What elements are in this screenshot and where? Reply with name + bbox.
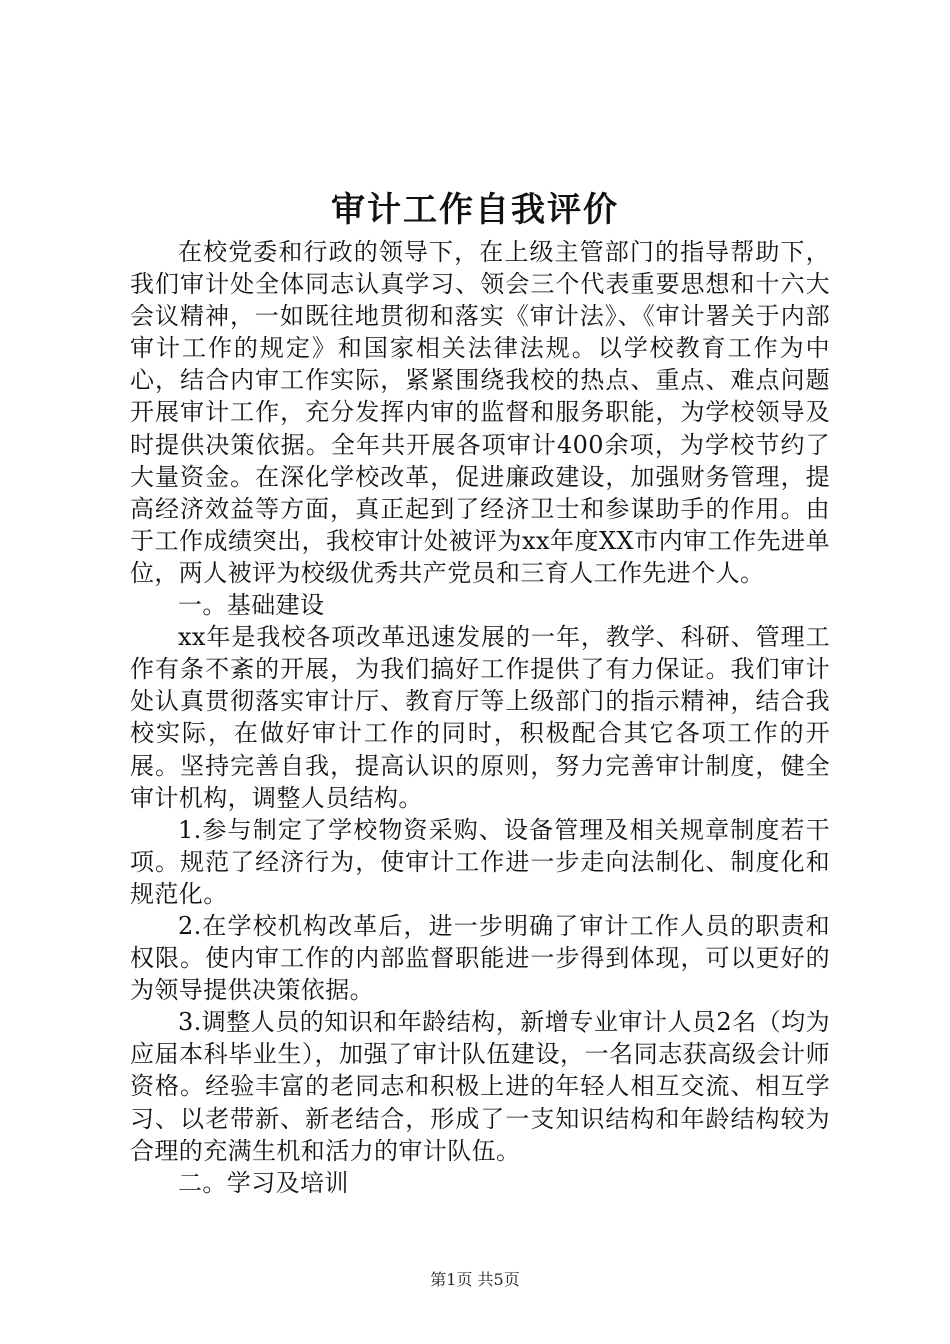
section-heading-basic-construction: 一。基础建设 [178,591,325,620]
paragraph-intro: 在校党委和行政的领导下，在上级主管部门的指导帮助下，我们审计处全体同志认真学习、领会三个代表重要思想和十六大会议精神，一如既往地贯彻和落实《审计法》、《审计署关于内部审计工作的规定》和国家相关法律法规。以学校教育工作为中心，结合内审工作实际，紧紧围绕我校的热点、重点、难点问题开展审计工作，充分发挥内审的监督和服务职能，为学校领导及时提供决策依据。全年共开展各项审计400余项，为学校节约了大量资金。在深化学校改革，促进廉政建设，加强财务管理，提高经济效益等方面，真正起到了经济卫士和参谋助手的作用。由于工作成绩突出，我校审计处被评为xx年度XX市内审工作先进单位，两人被评为校级优秀共产党员和三育人工作先进个人。 [130,238,830,587]
document-title: 审计工作自我评价 [331,190,619,230]
paragraph-basic-construction: xx年是我校各项改革迅速发展的一年，教学、科研、管理工作有条不紊的开展，为我们搞好工作提供了有力保证。我们审计处认真贯彻落实审计厅、教育厅等上级部门的指示精神，结合我校实际，在做好审计工作的同时，积极配合其它各项工作的开展。坚持完善自我，提高认识的原则，努力完善审计制度，健全审计机构，调整人员结构。 [130,623,830,812]
page-number-footer: 第1页 共5页 [430,1270,520,1289]
list-item-2: 2.在学校机构改革后，进一步明确了审计工作人员的职责和权限。使内审工作的内部监督职能进一步得到体现，可以更好的为领导提供决策依据。 [130,911,830,1005]
section-heading-study-training: 二。学习及培训 [178,1168,349,1197]
document-body [130,236,830,1199]
list-item-1: 1.参与制定了学校物资采购、设备管理及相关规章制度若干项。规范了经济行为，使审计工作进一步走向法制化、制度化和规范化。 [130,815,830,908]
list-item-3: 3.调整人员的知识和年龄结构，新增专业审计人员2名（均为应届本科毕业生），加强了审计队伍建设，一名同志获高级会计师资格。经验丰富的老同志和积极上进的年轻人相互交流、相互学习、以老带新、新老结合，形成了一支知识结构和年龄结构较为合理的充满生机和活力的审计队伍。 [130,1008,830,1165]
